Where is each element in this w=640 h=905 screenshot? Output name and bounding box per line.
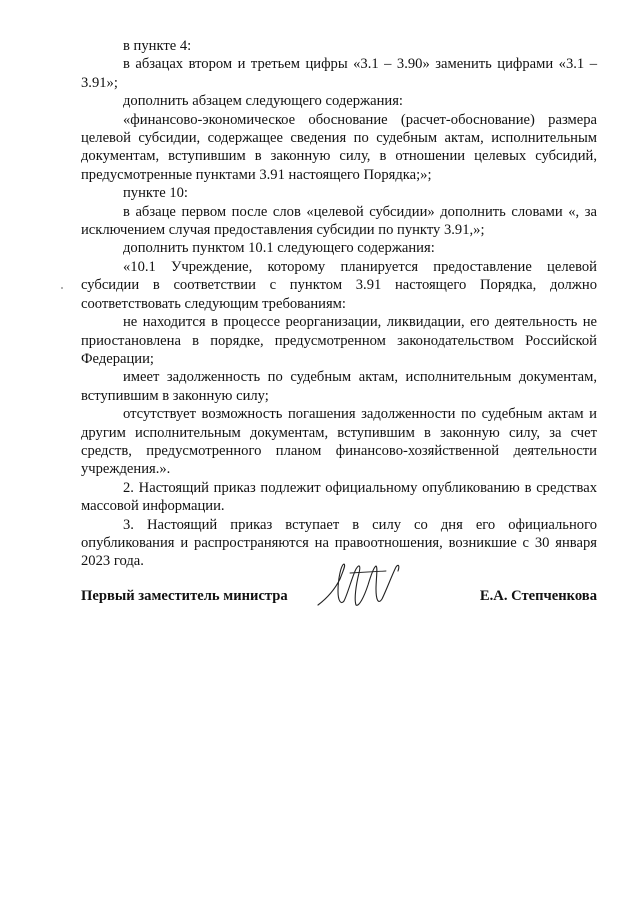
paragraph: «финансово-экономическое обоснование (расчет-обоснование) размера целевой субсидии, содержащее сведения по судебным актам, исполнительным документам, вступившим в законную силу, в отношении целевых субсидий, предусмотренные пунктами 3.91 настоящего Порядка;»;: [81, 111, 597, 183]
paragraph: пункте 10:: [123, 185, 188, 202]
paragraph: в пункте 4:: [123, 38, 192, 54]
paragraph: 3. Настоящий приказ вступает в силу со дня его официального опубликования и распространяются на правоотношения, возникшие с 30 января 2023 года.: [81, 516, 597, 570]
document-body: [81, 37, 597, 571]
paragraph: в абзаце первом после слов «целевой субсидии» дополнить словами «, за исключением случая предоставления субсидии по пункту 3.91,»;: [81, 203, 597, 239]
paragraph: дополнить пунктом 10.1 следующего содержания:: [123, 240, 435, 257]
paragraph: не находится в процессе реорганизации, ликвидации, его деятельность не приостановлена в порядке, предусмотренном законодательством Российской Федерации;: [81, 314, 597, 367]
signatory-name: Е.А. Степченкова: [479, 588, 597, 604]
paragraph: 2. Настоящий приказ подлежит официальному опубликованию в средствах массовой информации.: [81, 479, 597, 515]
paragraph: дополнить абзацем следующего содержания:: [123, 93, 403, 110]
margin-mark: [61, 287, 63, 289]
paragraph: имеет задолженность по судебным актам, исполнительным документам, вступившим в законную силу;: [81, 369, 597, 404]
paragraph: отсутствует возможность погашения задолженности по судебным актам и другим исполнительным документам, вступившим в законную силу, за счет средств, предусмотренного планом финансово-хозяйственной деятельности учреждения.».: [81, 406, 597, 478]
handwritten-signature: [316, 561, 416, 611]
paragraph: в абзацах втором и третьем цифры «3.1 – 3.90» заменить цифрами «3.1 – 3.91»;: [81, 56, 597, 91]
signatory-title: Первый заместитель министра: [81, 588, 288, 604]
paragraph: «10.1 Учреждение, которому планируется предоставление целевой субсидии в соответствии с пунктом 3.91 настоящего Порядка, должно соответствовать следующим требованиям:: [81, 258, 597, 312]
